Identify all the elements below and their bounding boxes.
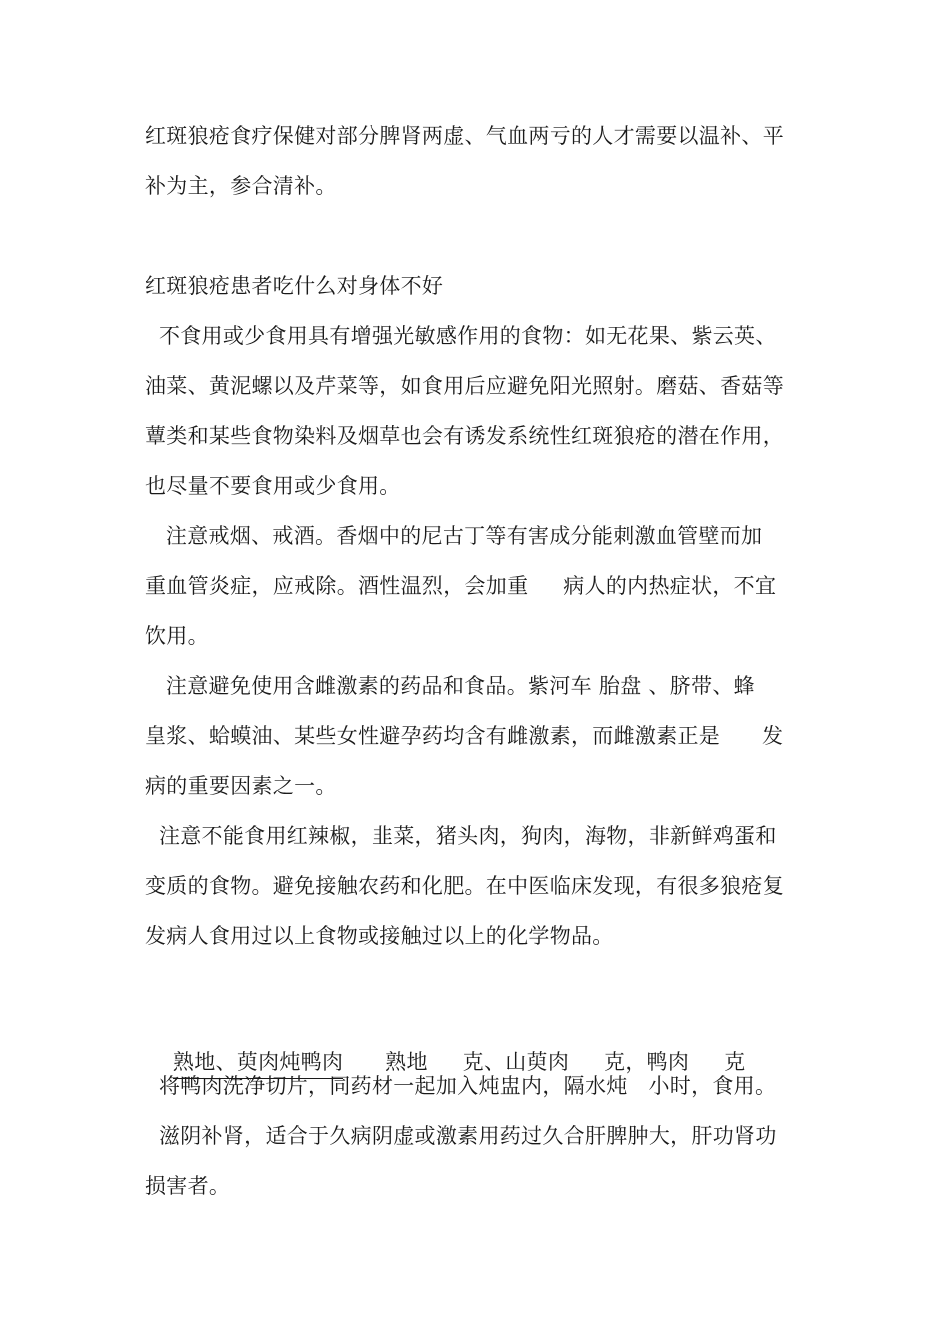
paragraph-line: 发病人食用过以上食物或接触过以上的化学物品。 (145, 924, 614, 948)
paragraph-line: 饮用。 (145, 624, 209, 648)
recipe-ingredients: 熟地 克、山萸肉 克，鸭肉 克 (343, 1050, 746, 1074)
paragraph-intro-line: 红斑狼疮食疗保健对部分脾肾两虚、气血两亏的人才需要以温补、平 (145, 124, 784, 148)
paragraph-line: 皇浆、蛤蟆油、某些女性避孕药均含有雌激素，而雌激素正是 发 (145, 724, 784, 748)
paragraph-intro-line: 补为主，参合清补。 (145, 174, 337, 198)
recipe-method: 将鸭肉洗净切片，同药材一起加入炖盅内，隔水炖 小时，食用。 (145, 1074, 777, 1098)
paragraph-line: 注意避免使用含雌激素的药品和食品。紫河车 胎盘 、脐带、蜂 (145, 674, 755, 698)
paragraph-line: 病的重要因素之一。 (145, 774, 337, 798)
paragraph-line: 注意戒烟、戒酒。香烟中的尼古丁等有害成分能刺激血管壁而加 (145, 524, 763, 548)
paragraph-line: 不食用或少食用具有增强光敏感作用的食物：如无花果、紫云英、 (145, 324, 777, 348)
paragraph-line: 也尽量不要食用或少食用。 (145, 474, 401, 498)
paragraph-line: 注意不能食用红辣椒，韭菜，猪头肉，狗肉，海物，非新鲜鸡蛋和 (145, 824, 777, 848)
paragraph-line: 变质的食物。避免接触农药和化肥。在中医临床发现，有很多狼疮复 (145, 874, 784, 898)
paragraph-line: 蕈类和某些食物染料及烟草也会有诱发系统性红斑狼疮的潜在作用， (145, 424, 784, 448)
section-heading: 红斑狼疮患者吃什么对身体不好 (145, 274, 444, 298)
recipe-title: 熟地、萸肉炖鸭肉 (173, 1050, 343, 1079)
recipe-effect-line: 损害者。 (145, 1174, 231, 1198)
paragraph-line: 重血管炎症，应戒除。酒性温烈，会加重 病人的内热症状，不宜 (145, 574, 777, 598)
paragraph-line: 油菜、黄泥螺以及芹菜等，如食用后应避免阳光照射。磨菇、香菇等 (145, 374, 784, 398)
recipe-effect-line: 滋阴补肾，适合于久病阴虚或激素用药过久合肝脾肿大，肝功肾功 (145, 1124, 777, 1148)
